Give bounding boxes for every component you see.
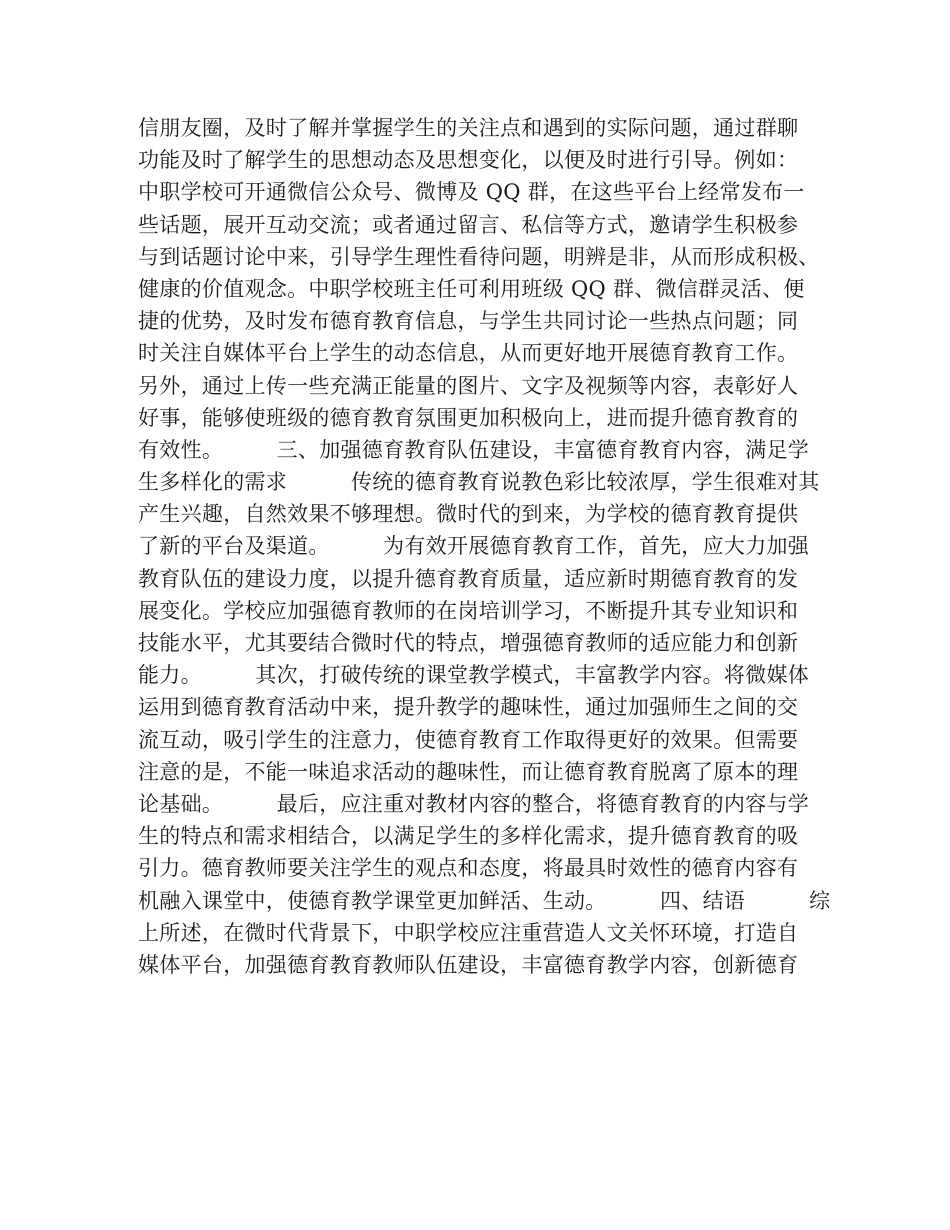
text-line: 注意的是，不能一味追求活动的趣味性，而让德育教育脱离了原本的理 [138,759,799,784]
text-line: 展变化。学校应加强德育教师的在岗培训学习，不断提升其专业知识和 [138,598,799,623]
text-line: 引力。德育教师要关注学生的观点和态度，将最具时效性的德育内容有 [138,856,799,881]
text-line: 产生兴趣，自然效果不够理想。微时代的到来，为学校的德育教育提供 [138,502,799,527]
text-line: 能力。 其次，打破传统的课堂教学模式，丰富教学内容。将微媒体 [138,663,810,688]
text-line: 功能及时了解学生的思想动态及思想变化，以便及时进行引导。例如： [138,148,799,173]
body-text [138,112,831,981]
text-line: 流互动，吸引学生的注意力，使德育教育工作取得更好的效果。但需要 [138,727,799,752]
text-line: 媒体平台，加强德育教育教师队伍建设，丰富德育教学内容，创新德育 [138,952,799,977]
text-line: 了新的平台及渠道。 为有效开展德育教育工作，首先，应大力加强 [138,534,810,559]
text-line: 些话题，展开互动交流；或者通过留言、私信等方式，邀请学生积极参 [138,212,799,237]
text-line: 教育队伍的建设力度，以提升德育教育质量，适应新时期德育教育的发 [138,566,799,591]
text-line: 捷的优势，及时发布德育教育信息，与学生共同讨论一些热点问题；同 [138,309,799,334]
text-line: 生多样化的需求 传统的德育教育说教色彩比较浓厚，学生很难对其 [138,470,820,495]
text-line: 信朋友圈，及时了解并掌握学生的关注点和遇到的实际问题，通过群聊 [138,116,799,140]
text-line: 论基础。 最后，应注重对教材内容的整合，将德育教育的内容与学 [138,791,810,816]
text-line: 好事，能够使班级的德育教育氛围更加积极向上，进而提升德育教育的 [138,405,799,430]
text-line: 另外，通过上传一些充满正能量的图片、文字及视频等内容，表彰好人 [138,373,799,398]
text-line: 运用到德育教育活动中来，提升教学的趣味性，通过加强师生之间的交 [138,695,799,720]
text-line: 有效性。 三、加强德育教育队伍建设，丰富德育教育内容，满足学 [138,437,810,462]
text-line: 健康的价值观念。中职学校班主任可利用班级 QQ 群、微信群灵活、便 [138,276,805,301]
text-line: 生的特点和需求相结合，以满足学生的多样化需求，提升德育教育的吸 [138,824,799,849]
text-line: 上所述，在微时代背景下，中职学校应注重营造人文关怀环境，打造自 [138,920,799,945]
text-line: 与到话题讨论中来，引导学生理性看待问题，明辨是非，从而形成积极、 [138,244,820,269]
text-line: 技能水平，尤其要结合微时代的特点，增强德育教师的适应能力和创新 [138,631,799,655]
text-line: 机融入课堂中，使德育教学课堂更加鲜活、生动。 四、结语 综 [138,888,831,913]
text-line: 时关注自媒体平台上学生的动态信息，从而更好地开展德育教育工作。 [138,341,799,366]
text-line: 中职学校可开通微信公众号、微博及 QQ 群，在这些平台上经常发布一 [138,180,805,205]
